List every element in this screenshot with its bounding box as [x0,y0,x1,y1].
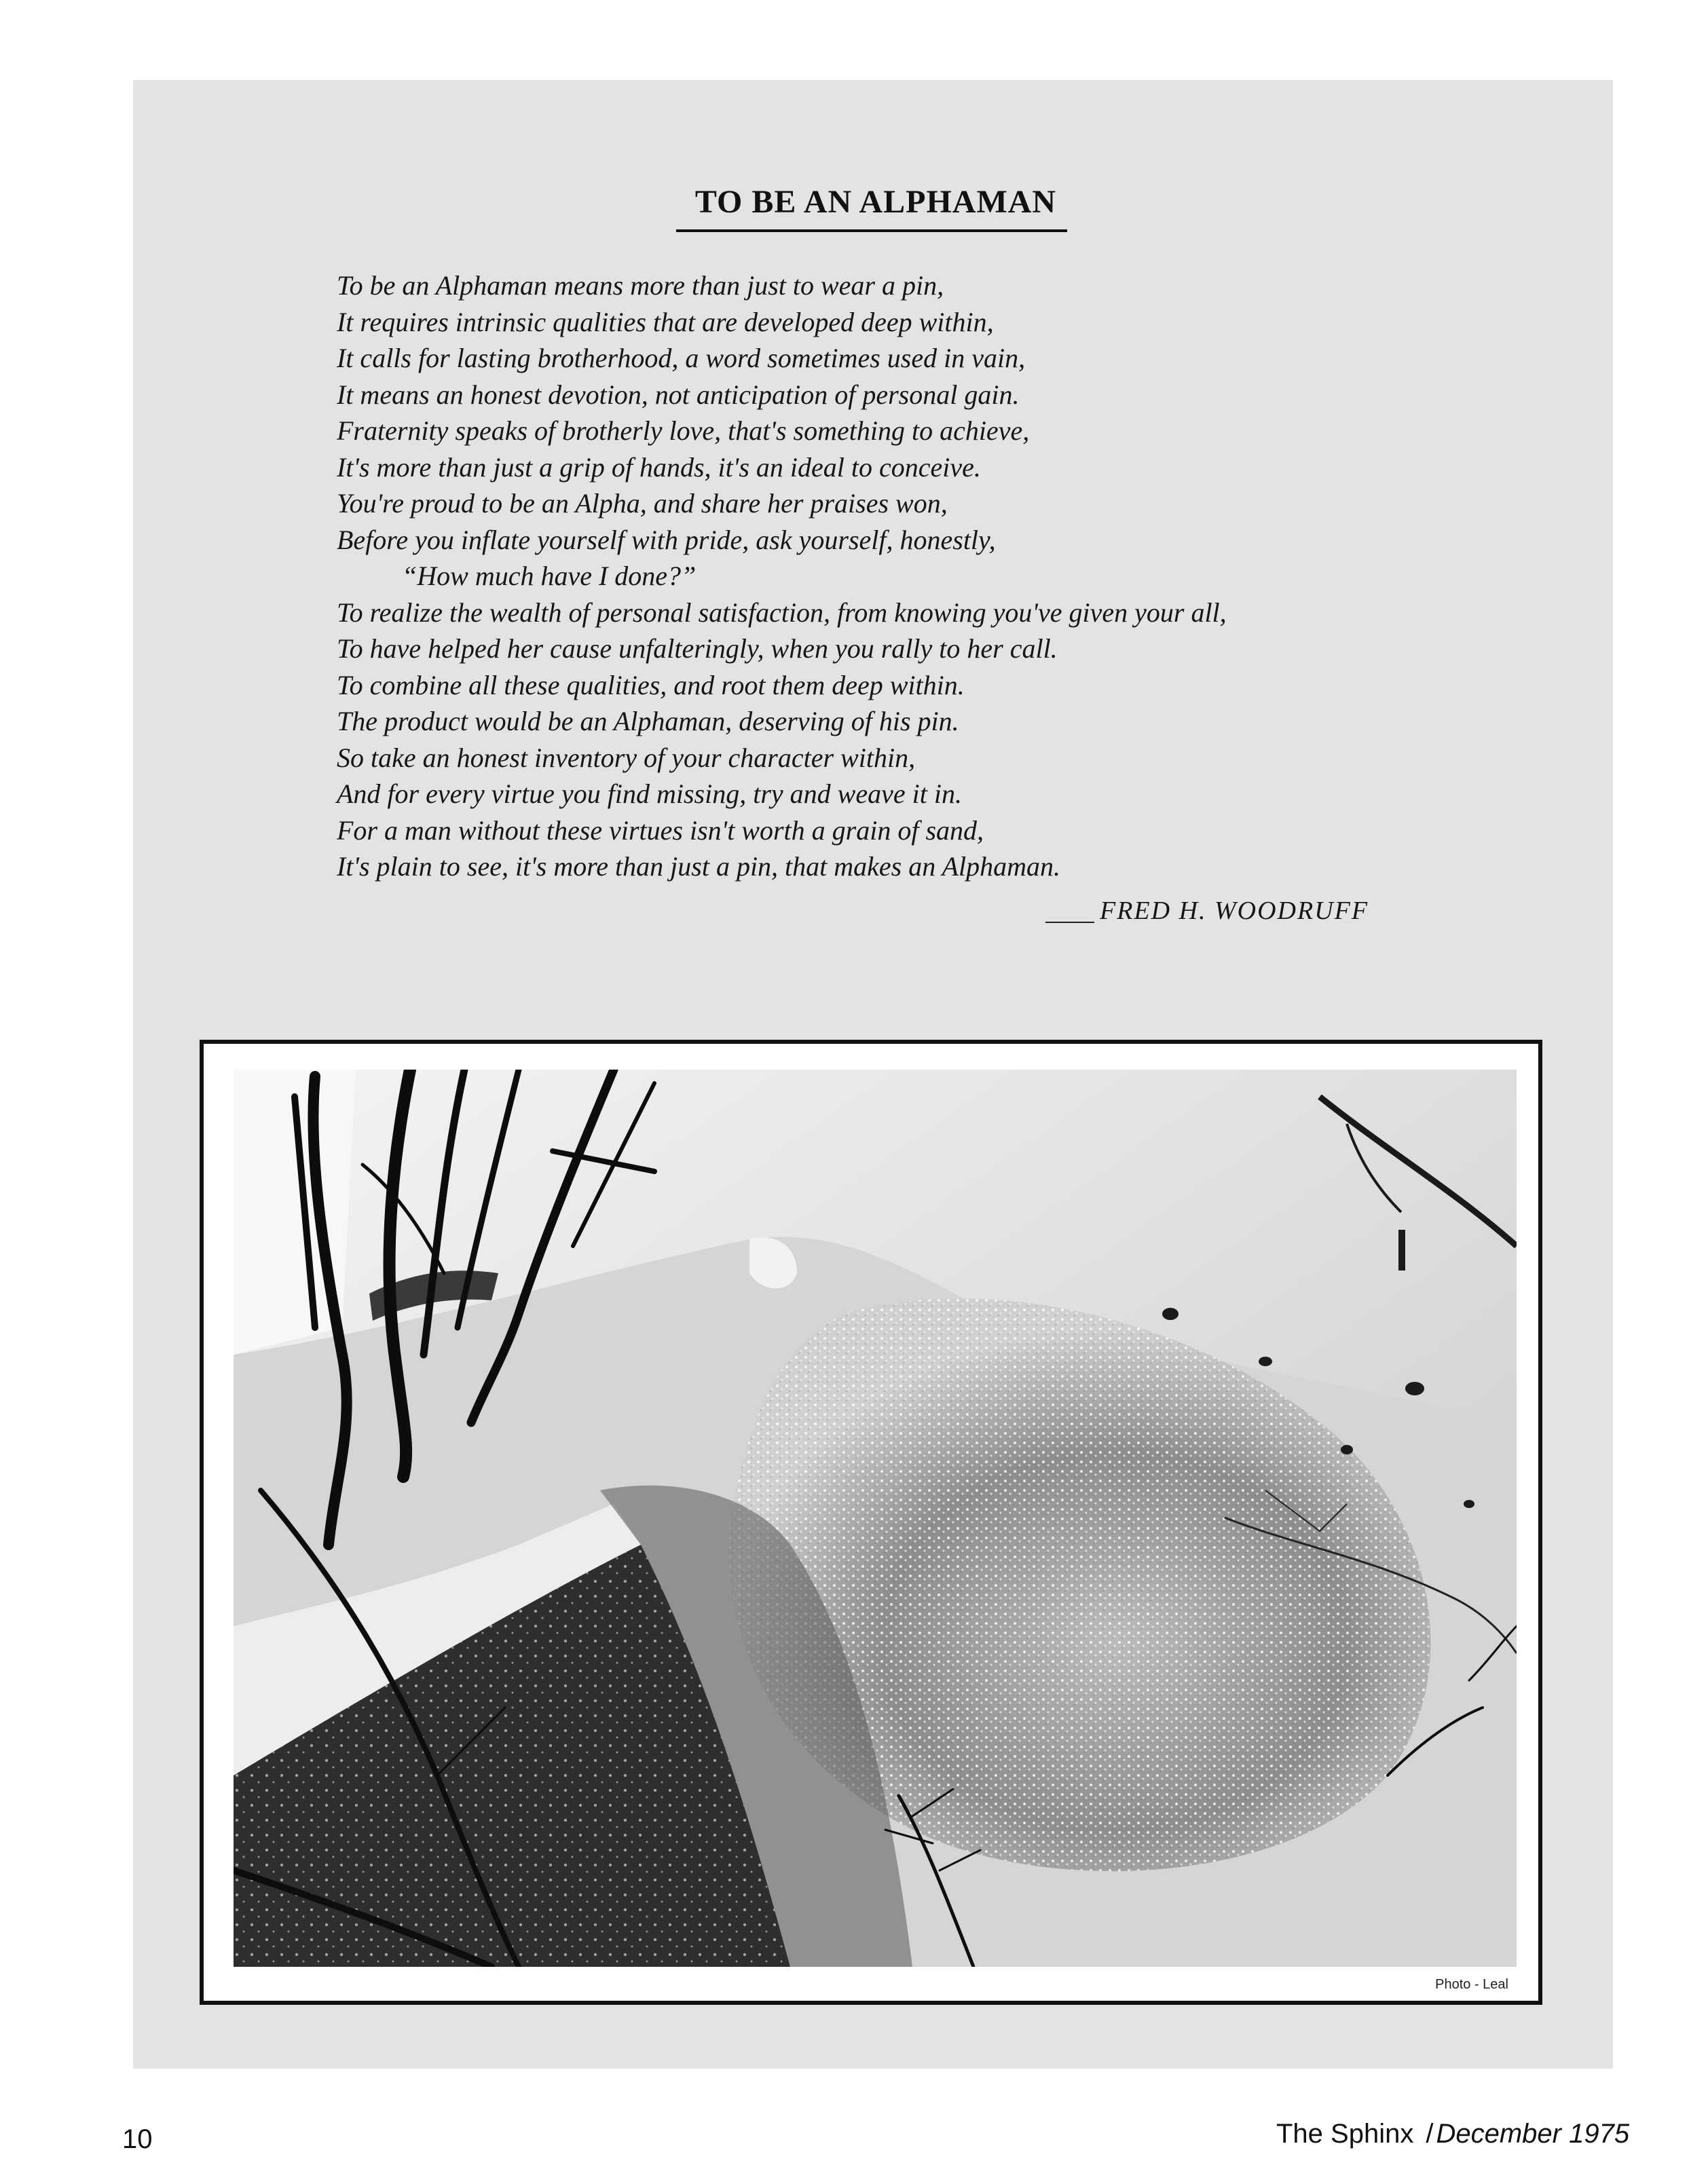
poem-line: It requires intrinsic qualities that are developed deep within, [337,306,994,337]
poem-line: To be an Alphaman means more than just to wear a pin, [337,270,944,301]
photo-frame [200,1040,1542,2005]
poem-line: And for every virtue you find missing, try and weave it in. [337,778,962,809]
publication-footer [1276,2119,1629,2149]
poem-attribution [1045,896,1398,926]
issue-date: December 1975 [1436,2119,1630,2149]
title-underline [676,229,1067,232]
poem-line: To realize the wealth of personal satisfaction, from knowing you've given your all, [337,597,1227,628]
poem-title: TO BE AN ALPHAMAN [694,184,1057,220]
publication-name: The Sphinx [1276,2119,1414,2149]
poem-line: The product would be an Alphaman, deserving of his pin. [337,706,959,736]
page-number: 10 [122,2124,153,2154]
winter-photo [234,1070,1517,1967]
footer-separator: / [1426,2119,1434,2149]
poem-line: It means an honest devotion, not anticipation of personal gain. [337,379,1020,410]
poem-line: You're proud to be an Alpha, and share her praises won, [337,488,948,519]
poem-line: It's more than just a grip of hands, it's an ideal to conceive. [337,451,981,483]
poem-line: To combine all these qualities, and root them deep within. [337,669,965,700]
poem-line: Before you inflate yourself with pride, ask yourself, honestly, [337,524,996,555]
poem-line: So take an honest inventory of your character within, [337,742,916,773]
poem-body [337,267,1491,885]
poem-line: Fraternity speaks of brotherly love, that's something to achieve, [337,415,1030,446]
poem-line: For a man without these virtues isn't worth a grain of sand, [337,814,984,846]
poem-line: It's plain to see, it's more than just a pin, that makes an Alphaman. [337,851,1060,882]
poem-line: “How much have I done?” [402,561,697,591]
poem-line: It calls for lasting brotherhood, a word sometimes used in vain, [337,343,1026,373]
author-name: FRED H. WOODRUFF [1100,897,1369,925]
attribution-dash [1045,922,1094,923]
poem-line: To have helped her cause unfalteringly, when you rally to her call. [337,633,1058,664]
photo-credit: Photo - Leal [1435,1977,1508,1992]
